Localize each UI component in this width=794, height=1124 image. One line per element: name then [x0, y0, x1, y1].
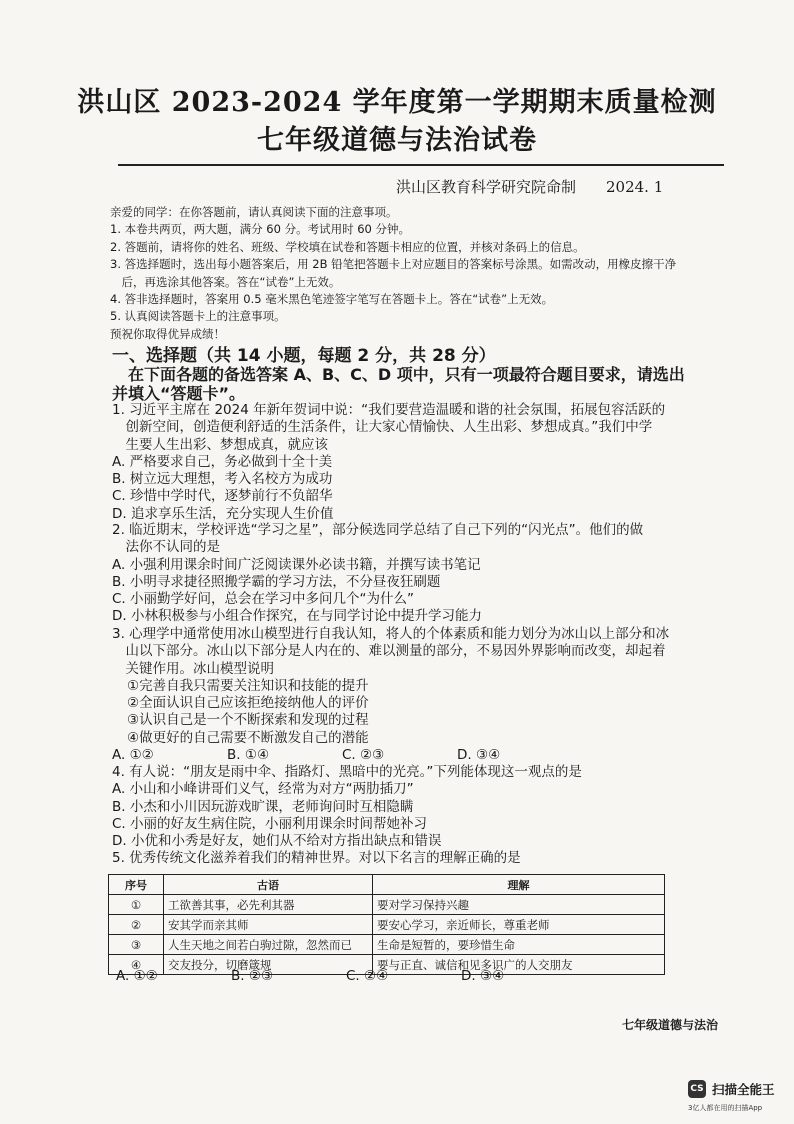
- notice-line: 5. 认真阅读答题卡上的注意事项。: [110, 309, 286, 324]
- table-cell: 人生天地之间若白驹过隙，忽然而已: [164, 935, 373, 955]
- page-footer: 七年级道德与法治: [621, 1018, 718, 1032]
- statement-3: ③认识自己是一个不断探索和发现的过程: [127, 712, 369, 729]
- notice-line: 4. 答非选择题时，答案用 0.5 毫米黑色笔迹签字笔写在答题卡上。答在“试卷”上无效。: [110, 292, 554, 307]
- option-b: B. ①④: [227, 747, 270, 764]
- table-cell: ②: [109, 915, 164, 935]
- question-1: [112, 402, 665, 523]
- instr-line: 在下面各题的备选答案 A、B、C、D 项中，只有一项最符合题目要求，请选出: [112, 365, 685, 384]
- table-cell: 要对学习保持兴趣: [373, 895, 665, 915]
- option-b: B. ②③: [231, 968, 274, 984]
- table-cell: 要安心学习，亲近师长，尊重老师: [373, 915, 665, 935]
- table-cell: 交友投分，切磨箴规: [164, 955, 373, 975]
- question-2: [112, 522, 643, 626]
- option-c: C. 小丽的好友生病住院，小丽利用课余时间帮她补习: [112, 815, 428, 832]
- statement-2: ②全面认识自己应该拒绝接纳他人的评价: [127, 695, 369, 712]
- option-c: C. ②③: [342, 747, 385, 764]
- notice-line: 2. 答题前，请将你的姓名、班级、学校填在试卷和答题卡相应的位置，并核对条码上的信息。: [110, 239, 585, 254]
- instr-line: 并填入“答题卡”。: [112, 384, 246, 403]
- scanner-watermark: [688, 1080, 775, 1098]
- notice-block: [110, 204, 676, 343]
- header-cell: 古语: [164, 875, 373, 895]
- exam-title: 洪山区 2023-2024 学年度第一学期期末质量检测: [77, 87, 717, 118]
- header-cell: 序号: [109, 875, 164, 895]
- table-cell: ③: [109, 935, 164, 955]
- option-b: B. 小明寻求捷径照搬学霸的学习方法，不分昼夜狂刷题: [112, 573, 441, 590]
- table-cell: 工欲善其事，必先利其器: [164, 895, 373, 915]
- option-d: D. 小优和小秀是好友，她们从不给对方指出缺点和错误: [112, 833, 442, 850]
- table-row: [109, 895, 665, 915]
- option-a: A. ①②: [116, 968, 158, 984]
- option-a: A. 小强利用课余时间广泛阅读课外必读书籍，并撰写读书笔记: [112, 556, 481, 573]
- section-instructions: [112, 365, 685, 403]
- option-row: [112, 747, 669, 764]
- option-c: C. ②④: [346, 968, 389, 984]
- question-stem: 1. 习近平主席在 2024 年新年贺词中说：“我们要营造温暖和谐的社会氛围，拓展包容活跃的: [112, 402, 666, 418]
- question-5-stem: 5. 优秀传统文化滋养着我们的精神世界。对以下名言的理解正确的是: [112, 850, 521, 866]
- option-b: B. 树立远大理想，考入名校方为成功: [112, 471, 333, 488]
- question-stem: 创新空间，创造便利舒适的生活条件，让大家心情愉快、人生出彩、梦想成真。”我们中学: [112, 419, 653, 436]
- table-row: [109, 915, 665, 935]
- camscanner-logo-icon: CS: [688, 1080, 706, 1098]
- option-d: D. ③④: [461, 968, 505, 984]
- question-3: [112, 626, 669, 764]
- option-d: D. 追求享乐生活，充分实现人生价值: [112, 505, 334, 522]
- quote-table: [108, 874, 665, 975]
- question-stem: 4. 有人说：“朋友是雨中伞、指路灯、黑暗中的光亮。”下列能体现这一观点的是: [112, 764, 582, 780]
- notice-line: 预祝你取得优异成绩！: [110, 326, 225, 341]
- header-cell: 理解: [373, 875, 665, 895]
- section-heading: 一、选择题（共 14 小题，每题 2 分，共 28 分）: [112, 346, 496, 366]
- question-stem: 3. 心理学中通常使用冰山模型进行自我认知，将人的个体素质和能力划分为冰山以上部分和冰: [112, 626, 670, 642]
- question-stem: 山以下部分。冰山以下部分是人内在的、难以测量的部分，不易因外界影响而改变，却起着: [112, 643, 666, 660]
- option-c: C. 小丽勤学好问，总会在学习中多问几个“为什么”: [112, 591, 414, 608]
- issuer-line: 洪山区教育科学研究院命制 2024. 1: [396, 178, 664, 196]
- question-stem: 生要人生出彩、梦想成真，就应该: [112, 436, 328, 453]
- option-d: D. ③④: [457, 747, 501, 764]
- brand-tagline: 3亿人都在用的扫描App: [688, 1104, 763, 1112]
- option-b: B. 小杰和小川因玩游戏旷课，老师询问时互相隐瞒: [112, 798, 414, 815]
- notice-line: 后，再选涂其他答案。答在“试卷”上无效。: [110, 274, 341, 289]
- question-5-options: [116, 968, 576, 985]
- exam-subtitle: 七年级道德与法治试卷: [257, 125, 537, 156]
- brand-name: 扫描全能王: [712, 1082, 775, 1097]
- question-stem: 关键作用。冰山模型说明: [112, 660, 274, 677]
- question-stem: 2. 临近期末，学校评选“学习之星”，部分候选同学总结了自己下列的“闪光点”。他们的做: [112, 522, 644, 538]
- title-divider: [118, 164, 724, 166]
- option-a: A. ①②: [112, 747, 154, 764]
- table-cell: ④: [109, 955, 164, 975]
- table-cell: 要与正直、诚信和见多识广的人交朋友: [373, 955, 665, 975]
- notice-line: 亲爱的同学：在你答题前，请认真阅读下面的注意事项。: [110, 205, 398, 219]
- option-d: D. 小林积极参与小组合作探究，在与同学讨论中提升学习能力: [112, 608, 482, 625]
- statement-1: ①完善自我只需要关注知识和技能的提升: [127, 677, 369, 694]
- option-a: A. 严格要求自己，务必做到十全十美: [112, 453, 333, 470]
- table-cell: ①: [109, 895, 164, 915]
- question-stem: 法你不认同的是: [112, 539, 220, 556]
- notice-line: 1. 本卷共两页，两大题，满分 60 分。考试用时 60 分钟。: [110, 222, 411, 237]
- table-row: [109, 935, 665, 955]
- option-a: A. 小山和小峰讲哥们义气，经常为对方“两肋插刀”: [112, 781, 414, 798]
- notice-line: 3. 答选择题时，选出每小题答案后，用 2B 铅笔把答题卡上对应题目的答案标号涂黑。如需改动，用橡皮擦干净: [110, 257, 677, 272]
- statement-4: ④做更好的自己需要不断激发自己的潜能: [127, 729, 369, 746]
- option-c: C. 珍惜中学时代，逐梦前行不负韶华: [112, 488, 333, 505]
- table-cell: 安其学而亲其师: [164, 915, 373, 935]
- table-cell: 生命是短暂的，要珍惜生命: [373, 935, 665, 955]
- question-4: [112, 764, 582, 850]
- table-header-row: [109, 875, 665, 895]
